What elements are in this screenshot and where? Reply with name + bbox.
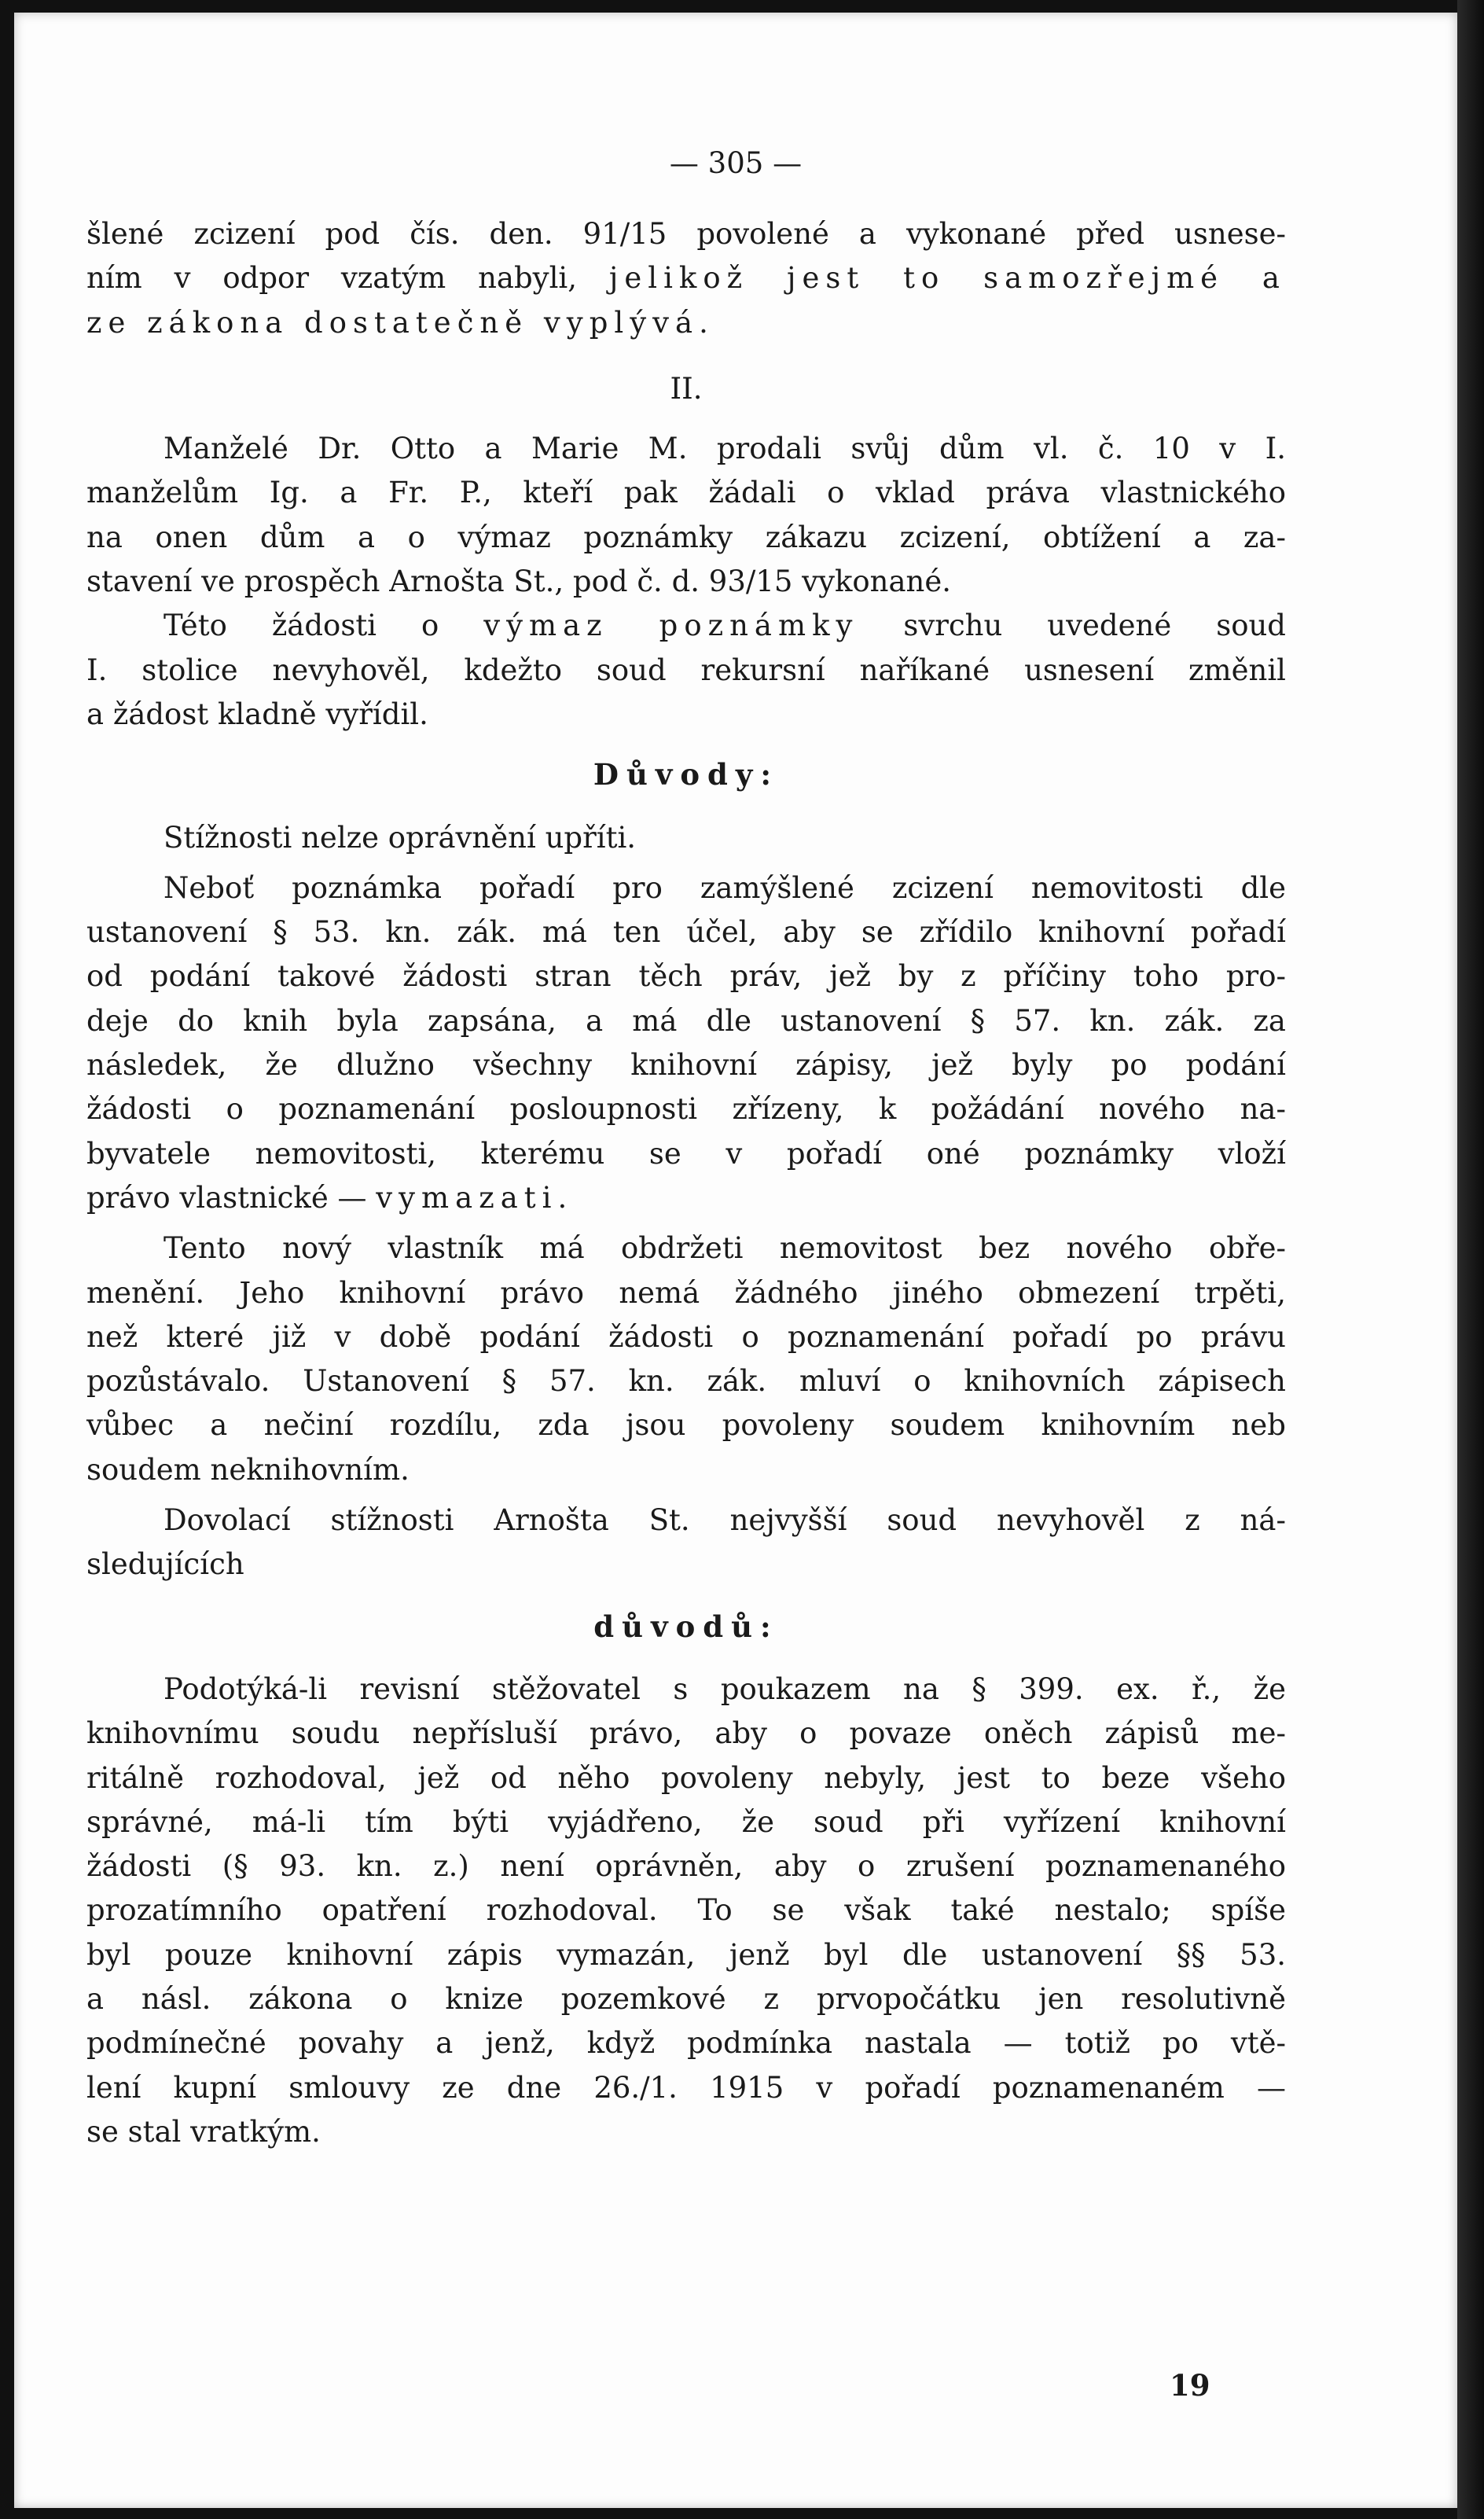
paragraph-final-reasoning xyxy=(86,1668,1286,2154)
scan-edge xyxy=(1457,0,1484,2519)
text-segment: . xyxy=(557,1180,568,1215)
paragraph-reasoning-1 xyxy=(86,866,1286,1220)
spaced-emphasis: výmaz poznámky xyxy=(483,609,859,643)
text-line: Dovolací stížnosti Arnošta St. nejvyšší soud nevyhověl z ná- xyxy=(163,1503,1286,1538)
text-line: Stížnosti nelze oprávnění upříti. xyxy=(163,820,637,855)
text-line: byvatele nemovitosti, kterému se v pořadí oné poznámky vloží xyxy=(86,1136,1286,1171)
text-segment: ním v odpor vzatým nabyli, xyxy=(86,261,609,296)
text-line xyxy=(86,1176,1286,1220)
text-line: a násl. zákona o knize pozemkové z prvopočátku jen resolutivně xyxy=(86,1981,1286,2016)
text-line: byl pouze knihovní zápis vymazán, jenž byl dle ustanovení §§ 53. xyxy=(86,1937,1286,1972)
book-page xyxy=(14,13,1457,2508)
text-line: Neboť poznámka pořadí pro zamýšlené zcizení nemovitosti dle xyxy=(163,870,1286,905)
text-line: Tento nový vlastník má obdržeti nemovitost bez nového obře- xyxy=(163,1231,1286,1266)
text-segment: právo vlastnické — xyxy=(86,1180,377,1215)
text-line: šlené zcizení pod čís. den. 91/15 povolené a vykonané před usnese- xyxy=(86,217,1286,251)
text-line: ritálně rozhodoval, jež od něho povoleny nebyly, jest to beze všeho xyxy=(86,1760,1286,1795)
paragraph-reasoning-2 xyxy=(86,1226,1286,1492)
text-line: sledujících xyxy=(86,1547,244,1582)
heading-duvodu: důvodů: xyxy=(593,1609,779,1644)
text-line: prozatímního opatření rozhodoval. To se však také nestalo; spíše xyxy=(86,1893,1286,1928)
paragraph-lower-courts xyxy=(86,604,1286,737)
text-line: manželům Ig. a Fr. P., kteří pak žádali o vklad práva vlastnického xyxy=(86,476,1286,510)
text-line: následek, že dlužno všechny knihovní zápisy, jež byly po podání xyxy=(86,1048,1286,1083)
spaced-emphasis: jelikož jest to samozřejmé a xyxy=(608,261,1286,296)
text-line: knihovnímu soudu nepřísluší právo, aby o povaze oněch zápisů me- xyxy=(86,1716,1286,1751)
text-line: podmínečné povahy a jenž, když podmínka nastala — totiž po vtě- xyxy=(86,2026,1286,2061)
text-line: I. stolice nevyhověl, kdežto soud rekursní naříkané usnesení změnil xyxy=(86,653,1286,687)
text-line: deje do knih byla zapsána, a má dle ustanovení § 57. kn. zák. za xyxy=(86,1003,1286,1038)
text-line: vůbec a nečiní rozdílu, zda jsou povoleny soudem knihovním neb xyxy=(86,1408,1286,1443)
paragraph-complaint xyxy=(86,816,1286,860)
text-line: ustanovení § 53. kn. zák. má ten účel, aby se zřídilo knihovní pořadí xyxy=(86,915,1286,950)
text-segment: Této žádosti o xyxy=(163,609,484,643)
spaced-emphasis: ze zákona dostatečně vyplývá xyxy=(86,305,700,340)
section-heading-ii: II. xyxy=(670,371,703,406)
paragraph-continuation xyxy=(86,212,1286,345)
text-segment: . xyxy=(699,305,708,340)
text-line: než které již v době podání žádosti o poznamenání pořadí po právu xyxy=(86,1319,1286,1354)
page-body xyxy=(86,146,1286,2154)
text-line: Podotýká-li revisní stěžovatel s poukazem na § 399. ex. ř., že xyxy=(163,1671,1286,1706)
text-line: soudem neknihovním. xyxy=(86,1452,410,1487)
text-line: menění. Jeho knihovní právo nemá žádného jiného obmezení trpěti, xyxy=(86,1275,1286,1310)
text-line: správné, má-li tím býti vyjádřeno, že soud při vyřízení knihovní xyxy=(86,1804,1286,1839)
text-line xyxy=(86,301,1286,345)
paragraph-supreme-court xyxy=(86,1499,1286,1587)
text-line: pozůstávalo. Ustanovení § 57. kn. zák. mluví o knihovních zápisech xyxy=(86,1364,1286,1399)
text-line: na onen dům a o výmaz poznámky zákazu zcizení, obtížení a za- xyxy=(86,520,1286,554)
text-line: lení kupní smlouvy ze dne 26./1. 1915 v pořadí poznamenaném — xyxy=(86,2070,1286,2105)
text-line: žádosti o poznamenání posloupnosti zřízeny, k požádání nového na- xyxy=(86,1092,1286,1127)
text-line: a žádost kladně vyřídil. xyxy=(86,697,428,731)
text-line xyxy=(86,604,1286,648)
text-line: Manželé Dr. Otto a Marie M. prodali svůj dům vl. č. 10 v I. xyxy=(163,432,1286,466)
text-line: žádosti (§ 93. kn. z.) není oprávněn, aby o zrušení poznamenaného xyxy=(86,1849,1286,1884)
heading-duvody: Důvody: xyxy=(593,757,780,792)
text-segment: svrchu uvedené soud xyxy=(858,609,1286,643)
sheet-signature: 19 xyxy=(1170,2368,1210,2403)
page-number: — 305 — xyxy=(669,146,803,180)
text-line xyxy=(86,256,1286,300)
text-line: stavení ve prospěch Arnošta St., pod č. d. 93/15 vykonané. xyxy=(86,564,952,599)
spaced-emphasis: vymazati xyxy=(376,1180,558,1215)
text-line: se stal vratkým. xyxy=(86,2114,321,2149)
paragraph-facts xyxy=(86,427,1286,604)
text-line: od podání takové žádosti stran těch práv, jež by z příčiny toho pro- xyxy=(86,959,1286,994)
